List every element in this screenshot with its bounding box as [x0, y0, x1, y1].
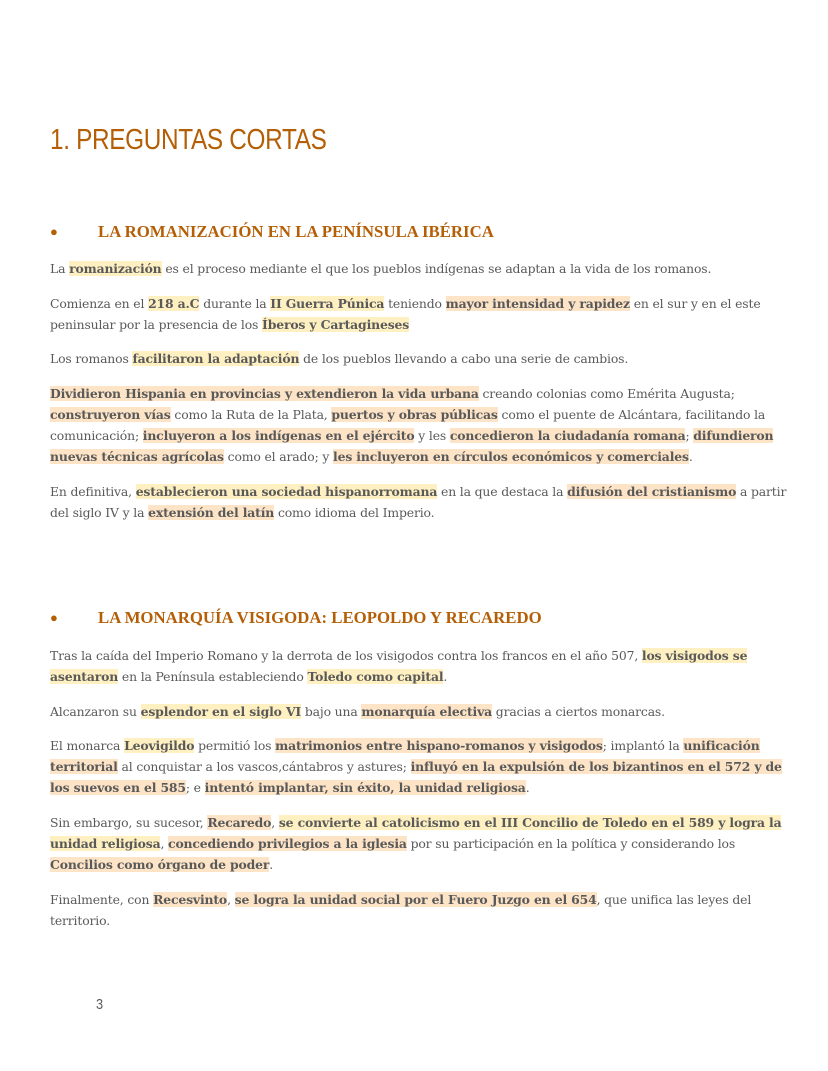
- highlighted-text: se convierte al catolicismo en el III Concilio de Toledo en el 589 y logra la unidad religiosa: [50, 815, 782, 851]
- highlighted-text: concedieron la ciudadanía romana: [449, 428, 686, 443]
- paragraph-text: y les: [414, 428, 450, 443]
- highlighted-text: los visigodos se asentaron: [50, 648, 748, 684]
- paragraph-text: es el proceso mediante el que los pueblos indígenas se adaptan a la vida de los romanos.: [161, 261, 712, 276]
- bullet-icon: ●: [50, 224, 58, 239]
- page-number: 3: [96, 996, 104, 1013]
- highlighted-text: mayor intensidad y rapidez: [445, 296, 630, 311]
- paragraph-text: ; implantó la: [602, 738, 684, 753]
- paragraph-text: como idioma del Imperio.: [274, 505, 435, 520]
- paragraph-text: El monarca: [50, 738, 125, 753]
- paragraph-text: ; e: [185, 780, 205, 795]
- paragraph-text: .: [443, 669, 448, 684]
- highlighted-text: se logra la unidad social por el Fuero Juzgo en el 654: [234, 892, 597, 907]
- paragraph: [50, 383, 795, 467]
- paragraph: [50, 481, 795, 523]
- paragraph-text: En definitiva,: [50, 484, 136, 499]
- highlighted-text: unificación territorial: [50, 738, 760, 774]
- paragraph-text: como la Ruta de la Plata,: [170, 407, 332, 422]
- highlighted-text: influyó en la expulsión de los bizantinos en el 572 y de los suevos en el 585: [50, 759, 782, 795]
- paragraph-text: .: [269, 857, 274, 872]
- paragraph-text: ,: [160, 836, 169, 851]
- page-title: 1. PREGUNTAS CORTAS: [50, 124, 327, 156]
- paragraph-text: .: [688, 449, 693, 464]
- highlighted-text: Leovigildo: [124, 738, 195, 753]
- highlighted-text: construyeron vías: [50, 407, 171, 422]
- highlighted-text: incluyeron a los indígenas en el ejército: [142, 428, 415, 443]
- bullet-icon: ●: [50, 610, 58, 625]
- paragraph-text: ,: [271, 815, 279, 830]
- paragraph: [50, 293, 795, 335]
- highlighted-text: romanización: [69, 261, 162, 276]
- paragraph-text: Tras la caída del Imperio Romano y la derrota de los visigodos contra los francos en el año 507,: [50, 648, 642, 663]
- section-heading-monarquia-visigoda: [50, 608, 542, 628]
- paragraph-text: como el arado; y: [223, 449, 334, 464]
- paragraph-text: .: [525, 780, 530, 795]
- paragraph-text: Finalmente, con: [50, 892, 154, 907]
- paragraph-text: en la que destaca la: [437, 484, 568, 499]
- paragraph-text: gracias a ciertos monarcas.: [492, 704, 665, 719]
- highlighted-text: facilitaron la adaptación: [132, 351, 300, 366]
- highlighted-text: Concilios como órgano de poder: [50, 857, 270, 872]
- paragraph-text: Comienza en el: [50, 296, 149, 311]
- highlighted-text: matrimonios entre hispano-romanos y visigodos: [275, 738, 603, 753]
- paragraph-text: en el sur y en el este peninsular por la presencia de los: [50, 296, 761, 332]
- highlighted-text: Toledo como capital: [307, 669, 444, 684]
- paragraph-text: permitió los: [194, 738, 276, 753]
- paragraph-text: Sin embargo, su sucesor,: [50, 815, 208, 830]
- paragraph: [50, 701, 795, 722]
- highlighted-text: difusión del cristianismo: [567, 484, 737, 499]
- highlighted-text: esplendor en el siglo VI: [140, 704, 302, 719]
- paragraph-text: , que unifica las leyes del territorio.: [50, 892, 752, 928]
- paragraph-text: ,: [227, 892, 235, 907]
- section-heading-romanizacion: [50, 222, 494, 242]
- paragraph: [50, 348, 795, 369]
- highlighted-text: II Guerra Púnica: [270, 296, 385, 311]
- paragraph-text: de los pueblos llevando a cabo una serie de cambios.: [299, 351, 629, 366]
- paragraph: [50, 258, 795, 279]
- highlighted-text: difundieron nuevas técnicas agrícolas: [50, 428, 774, 464]
- paragraph-text: durante la: [199, 296, 271, 311]
- paragraph-text: bajo una: [301, 704, 362, 719]
- section-heading-text: LA ROMANIZACIÓN EN LA PENÍNSULA IBÉRICA: [98, 222, 494, 241]
- paragraph: [50, 735, 795, 798]
- highlighted-text: puertos y obras públicas: [331, 407, 498, 422]
- highlighted-text: Dividieron Hispania en provincias y extendieron la vida urbana: [50, 386, 479, 401]
- paragraph-text: al conquistar a los vascos,cántabros y astures;: [117, 759, 411, 774]
- paragraph-text: en la Península estableciendo: [118, 669, 308, 684]
- paragraph-text: a partir del siglo IV y la: [50, 484, 787, 520]
- paragraph-text: creando colonias como Emérita Augusta;: [478, 386, 735, 401]
- highlighted-text: les incluyeron en círculos económicos y comerciales: [333, 449, 689, 464]
- paragraph-text: La: [50, 261, 70, 276]
- paragraph-text: por su participación en la política y considerando los: [406, 836, 736, 851]
- paragraph-text: Los romanos: [50, 351, 133, 366]
- highlighted-text: monarquía electiva: [361, 704, 493, 719]
- highlighted-text: Íberos y Cartagineses: [262, 317, 410, 332]
- paragraph-text: Alcanzaron su: [50, 704, 141, 719]
- paragraph: [50, 812, 795, 875]
- highlighted-text: concediendo privilegios a la iglesia: [168, 836, 407, 851]
- paragraph-text: teniendo: [384, 296, 446, 311]
- highlighted-text: establecieron una sociedad hispanorromana: [135, 484, 438, 499]
- highlighted-text: 218 a.C: [148, 296, 200, 311]
- paragraph: [50, 645, 795, 687]
- paragraph: [50, 889, 795, 931]
- paragraph-text: como el puente de Alcántara, facilitando la comunicación;: [50, 407, 766, 443]
- highlighted-text: Recaredo: [207, 815, 272, 830]
- paragraph-text: ;: [685, 428, 694, 443]
- highlighted-text: Recesvinto: [153, 892, 228, 907]
- section-heading-text: LA MONARQUÍA VISIGODA: LEOPOLDO Y RECAREDO: [98, 608, 542, 627]
- highlighted-text: intentó implantar, sin éxito, la unidad religiosa: [204, 780, 526, 795]
- highlighted-text: extensión del latín: [148, 505, 275, 520]
